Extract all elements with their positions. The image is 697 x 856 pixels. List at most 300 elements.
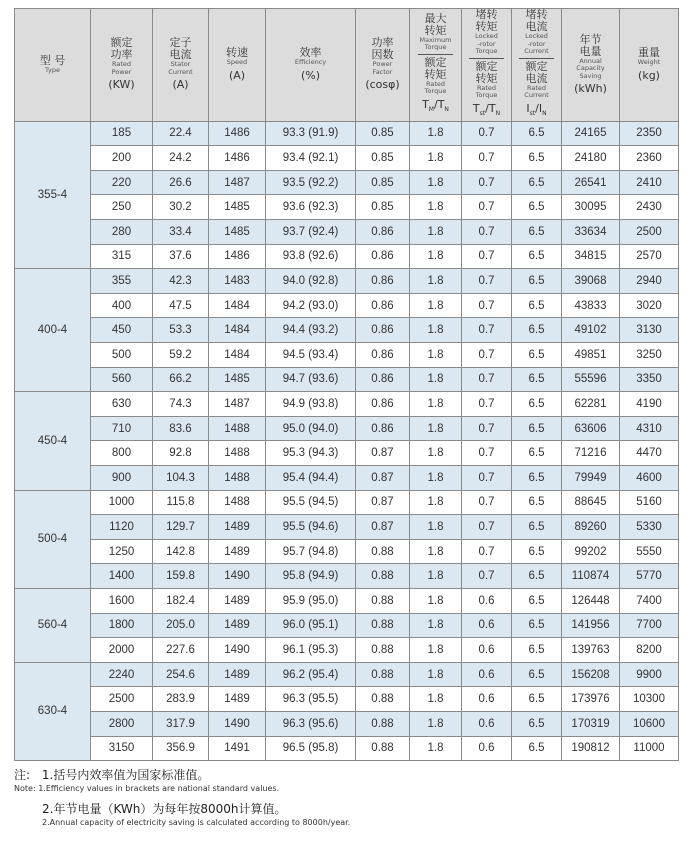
header-cell [15,9,91,122]
data-cell: 1489 [209,662,266,687]
data-cell: 0.7 [462,146,512,171]
header-cell [512,9,562,122]
data-cell: 1.8 [410,416,462,441]
data-cell: 1.8 [410,638,462,663]
header-en: Torque [475,91,498,99]
data-cell: 129.7 [153,515,209,540]
data-cell: 96.3 (95.5) [266,687,356,712]
data-cell: 220 [91,170,153,195]
data-cell: 1.8 [410,490,462,515]
data-cell: 2500 [620,220,679,245]
data-cell: 79949 [562,466,620,491]
data-cell: 22.4 [153,121,209,146]
data-cell: 0.7 [462,441,512,466]
data-cell: 6.5 [512,515,562,540]
data-cell: 1.8 [410,736,462,761]
data-cell: 4600 [620,466,679,491]
data-cell: 1.8 [410,539,462,564]
data-cell: 3020 [620,293,679,318]
header-zh: 因数 [371,48,394,62]
data-cell: 96.3 (95.6) [266,711,356,736]
ratio-subscript: M [428,105,434,113]
header-divider [418,54,454,55]
data-cell: 7400 [620,588,679,613]
note-1-en [14,783,684,795]
note-1-zh-text: 1.括号内效率值为国家标准值。 [41,768,210,782]
data-cell: 6.5 [512,441,562,466]
data-cell: 1.8 [410,613,462,638]
header-zh: 堵转 [525,8,548,21]
ratio-subscript: N [495,109,501,117]
table-row [15,121,679,146]
ratio-symbol: /T [485,101,496,115]
data-cell: 34815 [562,244,620,269]
data-cell: 0.7 [462,293,512,318]
data-cell: 0.7 [462,244,512,269]
data-cell: 6.5 [512,416,562,441]
data-cell: 1.8 [410,588,462,613]
data-cell: 0.7 [462,318,512,343]
data-cell: 0.87 [356,466,410,491]
data-cell: 1490 [209,711,266,736]
data-cell: 6.5 [512,564,562,589]
data-cell: 1.8 [410,269,462,294]
header-en: Speed [226,58,248,67]
data-cell: 6.5 [512,392,562,417]
data-cell: 95.7 (94.8) [266,539,356,564]
data-cell: 94.5 (93.4) [266,343,356,368]
header-en: Torque [475,47,498,55]
data-cell: 0.86 [356,416,410,441]
header-zh: 额定 [424,55,447,69]
data-cell: 95.3 (94.3) [266,441,356,466]
data-cell: 0.86 [356,220,410,245]
header-en: Torque [424,87,447,96]
ratio-subscript: st [479,109,486,117]
data-cell: 0.7 [462,564,512,589]
data-cell: 4310 [620,416,679,441]
data-cell: 185 [91,121,153,146]
data-cell: 0.7 [462,269,512,294]
data-cell: 0.88 [356,613,410,638]
data-cell: 0.7 [462,515,512,540]
header-en: Locked [475,32,498,40]
header-cell [410,9,462,122]
data-cell: 6.5 [512,662,562,687]
data-cell: 95.4 (94.4) [266,466,356,491]
data-cell: 0.88 [356,588,410,613]
data-cell: 96.1 (95.3) [266,638,356,663]
header-zh: 型 号 [39,54,66,68]
data-cell: 1488 [209,490,266,515]
header-zh: 转矩 [424,23,447,37]
data-cell: 0.7 [462,220,512,245]
data-cell: 0.7 [462,416,512,441]
data-cell: 0.88 [356,711,410,736]
table-row [15,539,679,564]
data-cell: 62281 [562,392,620,417]
data-cell: 0.7 [462,343,512,368]
data-cell: 0.6 [462,638,512,663]
table-row [15,588,679,613]
data-cell: 94.9 (93.8) [266,392,356,417]
table-row [15,490,679,515]
header-cell [153,9,209,122]
type-cell: 450-4 [15,392,91,490]
table-body [15,121,679,760]
data-cell: 6.5 [512,269,562,294]
table-row [15,343,679,368]
header-en: Weight [637,58,661,67]
data-cell: 30.2 [153,195,209,220]
data-cell: 1488 [209,466,266,491]
data-cell: 0.7 [462,170,512,195]
data-cell: 0.88 [356,564,410,589]
data-cell: 1486 [209,146,266,171]
table-row [15,318,679,343]
data-cell: 5160 [620,490,679,515]
header-en: Maximum [419,35,452,44]
table-row [15,220,679,245]
type-cell: 400-4 [15,269,91,392]
data-cell: 71216 [562,441,620,466]
data-cell: 0.6 [462,588,512,613]
data-cell: 42.3 [153,269,209,294]
data-cell: 95.5 (94.5) [266,490,356,515]
data-cell: 200 [91,146,153,171]
header-en: Saving [579,71,602,80]
data-cell: 1.8 [410,441,462,466]
data-cell: 0.86 [356,244,410,269]
header-zh: 最大 [424,11,447,25]
header-en: Current [524,91,549,99]
data-cell: 0.6 [462,613,512,638]
header-unit: (%) [300,68,321,82]
header-unit: (A) [228,68,246,82]
data-cell: 1489 [209,539,266,564]
data-cell: 0.88 [356,539,410,564]
data-cell: 1488 [209,441,266,466]
data-cell: 560 [91,367,153,392]
data-cell: 356.9 [153,736,209,761]
ratio-symbol: /I [535,101,543,115]
data-cell: 500 [91,343,153,368]
data-cell: 3150 [91,736,153,761]
data-cell: 49851 [562,343,620,368]
data-cell: 83.6 [153,416,209,441]
ratio-subscript: N [542,109,547,117]
header-zh: 电流 [525,71,548,85]
table-row [15,146,679,171]
table-row [15,613,679,638]
header-zh: 电量 [579,44,602,58]
data-cell: 1487 [209,392,266,417]
data-cell: 0.88 [356,638,410,663]
data-cell: 2800 [91,711,153,736]
header-en: Rated [425,79,446,88]
data-cell: 1.8 [410,564,462,589]
data-cell: 1.8 [410,367,462,392]
data-cell: 0.7 [462,367,512,392]
header-ratio [512,102,561,121]
data-cell: 74.3 [153,392,209,417]
data-cell: 1.8 [410,170,462,195]
table-row [15,269,679,294]
data-cell: 0.85 [356,195,410,220]
data-cell: 190812 [562,736,620,761]
header-cell [620,9,679,122]
data-cell: 93.6 (92.3) [266,195,356,220]
header-zh: 转速 [226,46,248,60]
data-cell: 5770 [620,564,679,589]
header-zh: 功率 [371,36,394,50]
data-cell: 0.6 [462,711,512,736]
data-cell: 1484 [209,343,266,368]
header-zh: 转矩 [475,20,498,33]
data-cell: 93.8 (92.6) [266,244,356,269]
type-cell: 500-4 [15,490,91,588]
header-en: Current [524,47,549,55]
data-cell: 95.9 (95.0) [266,588,356,613]
header-zh: 电流 [169,48,192,62]
data-cell: 6.5 [512,613,562,638]
data-cell: 7700 [620,613,679,638]
table-row [15,711,679,736]
data-cell: 39068 [562,269,620,294]
data-cell: 93.5 (92.2) [266,170,356,195]
data-cell: 4190 [620,392,679,417]
data-cell: 6.5 [512,195,562,220]
data-cell: 26.6 [153,170,209,195]
data-cell: 1489 [209,588,266,613]
table-row [15,515,679,540]
data-cell: 94.0 (92.8) [266,269,356,294]
data-cell: 0.7 [462,392,512,417]
data-cell: 1485 [209,220,266,245]
data-cell: 5330 [620,515,679,540]
data-cell: 170319 [562,711,620,736]
data-cell: 1400 [91,564,153,589]
data-cell: 6.5 [512,466,562,491]
data-cell: 59.2 [153,343,209,368]
data-cell: 1.8 [410,121,462,146]
data-cell: 1800 [91,613,153,638]
data-cell: 1491 [209,736,266,761]
table-row [15,736,679,761]
data-cell: 104.3 [153,466,209,491]
header-zh: 电流 [525,20,548,33]
table-row [15,416,679,441]
data-cell: 6.5 [512,367,562,392]
ratio-symbol: T [472,101,480,115]
table-row [15,244,679,269]
header-cell [209,9,266,122]
data-cell: 88645 [562,490,620,515]
data-cell: 1000 [91,490,153,515]
header-zh: 重量 [638,46,660,60]
data-cell: 1484 [209,318,266,343]
data-cell: 250 [91,195,153,220]
data-cell: 141956 [562,613,620,638]
data-cell: 1.8 [410,466,462,491]
header-cell [462,9,512,122]
data-cell: 63606 [562,416,620,441]
table-row [15,638,679,663]
data-cell: 53.3 [153,318,209,343]
data-cell: 6.5 [512,588,562,613]
data-cell: 1484 [209,293,266,318]
data-cell: 33.4 [153,220,209,245]
data-cell: 1.8 [410,711,462,736]
data-cell: 0.88 [356,662,410,687]
header-unit: (A) [172,78,189,92]
data-cell: 1.8 [410,195,462,220]
data-cell: 1488 [209,416,266,441]
data-cell: 66.2 [153,367,209,392]
data-cell: 1.8 [410,220,462,245]
data-cell: 710 [91,416,153,441]
data-cell: 1.8 [410,293,462,318]
data-cell: 0.85 [356,121,410,146]
data-cell: 26541 [562,170,620,195]
header-en: -rotor [527,39,546,48]
data-cell: 6.5 [512,244,562,269]
data-cell: 283.9 [153,687,209,712]
data-cell: 6.5 [512,687,562,712]
type-cell: 560-4 [15,588,91,662]
table-row [15,564,679,589]
data-cell: 1.8 [410,318,462,343]
data-cell: 6.5 [512,220,562,245]
note-2-en: 2.Annual capacity of electricity saving is calculated according to 8000h/year. [42,818,351,827]
data-cell: 94.2 (93.0) [266,293,356,318]
data-cell: 450 [91,318,153,343]
data-cell: 1250 [91,539,153,564]
header-ratio [462,102,511,121]
data-cell: 0.7 [462,539,512,564]
data-cell: 0.85 [356,146,410,171]
data-cell: 2940 [620,269,679,294]
header-zh: 堵转 [475,8,498,21]
note-label-zh: 注: [14,768,31,782]
data-cell: 0.88 [356,687,410,712]
note-2-zh: 2.年节电量（KWh）为每年按8000h计算值。 [42,802,287,816]
header-divider [469,58,503,59]
data-cell: 2410 [620,170,679,195]
data-cell: 0.7 [462,466,512,491]
data-cell: 2350 [620,121,679,146]
data-cell: 6.5 [512,170,562,195]
data-cell: 2360 [620,146,679,171]
ratio-symbol: I [526,101,530,115]
data-cell: 110874 [562,564,620,589]
data-cell: 0.86 [356,392,410,417]
header-en: Annual [579,56,602,65]
data-cell: 94.4 (93.2) [266,318,356,343]
data-cell: 6.5 [512,146,562,171]
header-en: Rated [526,83,547,92]
data-cell: 6.5 [512,343,562,368]
data-cell: 1.8 [410,343,462,368]
header-en: Power [111,67,132,76]
data-cell: 0.85 [356,170,410,195]
data-cell: 8200 [620,638,679,663]
header-zh: 额定 [525,59,548,73]
header-cell [266,9,356,122]
header-en: Stator [170,60,191,69]
header-ratio [410,98,461,117]
data-cell: 1.8 [410,244,462,269]
data-cell: 1487 [209,170,266,195]
data-cell: 95.8 (94.9) [266,564,356,589]
data-cell: 115.8 [153,490,209,515]
header-zh: 额定 [110,36,133,50]
data-cell: 139763 [562,638,620,663]
data-cell: 93.7 (92.4) [266,220,356,245]
header-cell [356,9,410,122]
table-row [15,441,679,466]
data-cell: 1.8 [410,146,462,171]
header-zh: 定子 [169,36,192,50]
header-unit: (kWh) [574,82,607,96]
data-cell: 156208 [562,662,620,687]
data-cell: 6.5 [512,490,562,515]
data-cell: 93.3 (91.9) [266,121,356,146]
data-cell: 1483 [209,269,266,294]
header-zh: 效率 [299,46,322,60]
table-row [15,687,679,712]
header-divider [519,58,553,59]
data-cell: 99202 [562,539,620,564]
data-cell: 37.6 [153,244,209,269]
header-cell [91,9,153,122]
notes-section [14,767,684,829]
note-label-en: Note: [14,784,36,793]
data-cell: 2500 [91,687,153,712]
data-cell: 92.8 [153,441,209,466]
data-cell: 0.88 [356,736,410,761]
data-cell: 0.7 [462,121,512,146]
header-en: Type [45,66,60,75]
data-cell: 24.2 [153,146,209,171]
table-row [15,293,679,318]
data-cell: 2000 [91,638,153,663]
header-unit: (cosφ) [365,78,400,92]
table-row [15,662,679,687]
data-cell: 173976 [562,687,620,712]
data-cell: 1.8 [410,515,462,540]
data-cell: 1490 [209,638,266,663]
note-1-zh [14,767,684,783]
data-cell: 30095 [562,195,620,220]
data-cell: 182.4 [153,588,209,613]
data-cell: 0.87 [356,441,410,466]
data-cell: 0.87 [356,515,410,540]
header-zh: 年节 [579,32,602,46]
data-cell: 1600 [91,588,153,613]
data-cell: 96.5 (95.8) [266,736,356,761]
header-en: Rated [111,60,132,69]
header-en: Power [372,60,393,69]
ratio-symbol: T [422,97,429,111]
type-cell: 630-4 [15,662,91,760]
data-cell: 1485 [209,195,266,220]
data-cell: 10600 [620,711,679,736]
data-cell: 1490 [209,564,266,589]
data-cell: 11000 [620,736,679,761]
data-cell: 0.86 [356,269,410,294]
data-cell: 400 [91,293,153,318]
